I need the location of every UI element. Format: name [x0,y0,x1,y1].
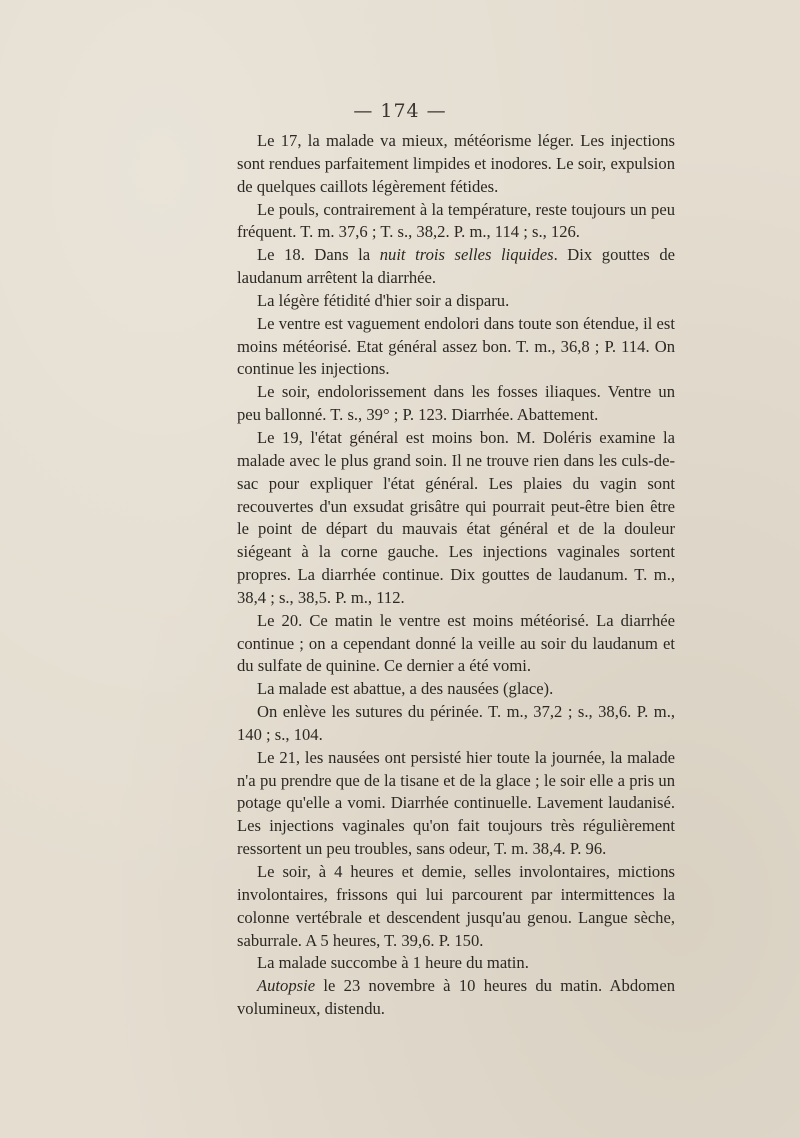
paragraph-14-post: le 23 novembre à 10 heures du matin. Abdomen volumineux, distendu. [237,976,675,1019]
paragraph-3 [237,244,675,290]
paragraph-1: Le 17, la malade va mieux, météorisme léger. Les injections sont rendues parfaitement limpides et inodores. Le soir, expulsion de quelques caillots légèrement fétides. [237,131,675,196]
paragraph-10: On enlève les sutures du périnée. T. m., 37,2 ; s., 38,6. P. m., 140 ; s., 104. [237,702,675,744]
paragraph-9: La malade est abattue, a des nausées (glace). [257,679,554,699]
paragraph-13: La malade succombe à 1 heure du matin. [257,953,529,973]
paragraph-3-italic: nuit trois selles liquides [379,245,554,265]
paragraph-2: Le pouls, contrairement à la température, reste toujours un peu fréquent. T. m. 37,6 ; T. s., 38,2. P. m., 114 ; s., 126. [237,199,675,242]
paragraph-6: Le soir, endolorissement dans les fosses iliaques. Ventre un peu ballonné. T. s., 39° ; P. 123. Diarrhée. Abattement. [237,382,675,425]
paragraph-3-pre: Le 18. Dans la [257,245,380,265]
paragraph-3-post: . Dix gouttes de laudanum arrêtent la diarrhée. [237,245,675,288]
paragraph-4: La légère fétidité d'hier soir a disparu. [257,290,510,310]
paragraph-8: Le 20. Ce matin le ventre est moins météorisé. La diarrhée continue ; on a cependant donné la veille au soir du laudanum et du sulfate de quinine. Ce dernier a été vomi. [237,610,675,676]
paragraph-14 [237,975,675,1021]
paragraph-11: Le 21, les nausées ont persisté hier toute la journée, la malade n'a pu prendre que de la tisane et de la glace ; le soir elle a pris un potage qu'elle a vomi. Diarrhée continuelle. Lavement laudanisé. Les injections vaginales qu'on fait toujours très régulièrement ressortent un peu troubles, sans odeur, T. m. 38,4. P. 96. [237,747,675,859]
paragraph-12: Le soir, à 4 heures et demie, selles involontaires, mictions involontaires, frissons qui lui parcourent par intermittences la colonne vertébrale et descendent jusqu'au genou. Langue sèche, saburrale. A 5 heures, T. 39,6. P. 150. [237,862,675,950]
page-number: — 174 — [353,100,447,122]
body-text [237,130,675,1021]
paragraph-14-italic: Autopsie [257,976,316,996]
paragraph-5: Le ventre est vaguement endolori dans toute son étendue, il est moins météorisé. Etat général assez bon. T. m., 36,8 ; P. 114. On continue les injections. [237,313,675,379]
paragraph-7: Le 19, l'état général est moins bon. M. Doléris examine la malade avec le plus grand soin. Il ne trouve rien dans les culs-de-sac pour expliquer l'état général. Les plaies du vagin sont recouvertes d'un exsudat grisâtre qui pourrait peut-être bien être le point de départ du mauvais état général et de la douleur siégeant à la corne gauche. Les injections vaginales sortent propres. La diarrhée continue. Dix gouttes de laudanum. T. m., 38,4 ; s., 38,5. P. m., 112. [237,427,675,607]
